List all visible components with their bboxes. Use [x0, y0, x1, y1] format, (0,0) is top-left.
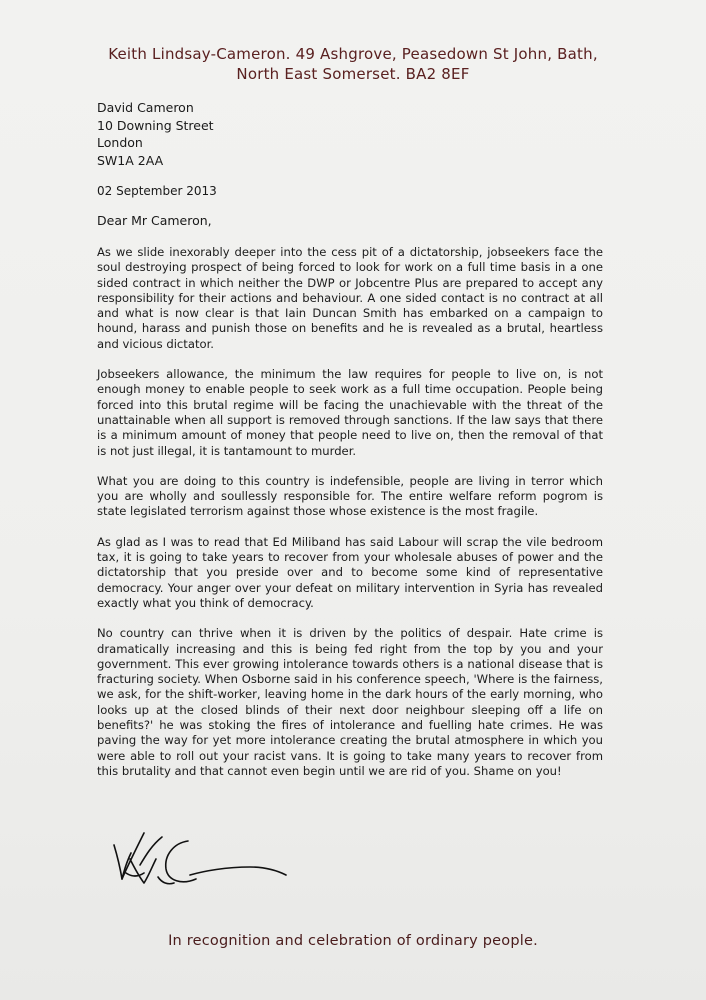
recipient-street: 10 Downing Street: [97, 117, 214, 133]
letter-body: [97, 245, 603, 794]
letter-date: 02 September 2013: [97, 184, 217, 198]
paragraph: No country can thrive when it is driven by the politics of despair. Hate crime is dramatically increasing and this is being fed right from the top by you and your government. This ever growing intolerance towards others is a national disease that is fracturing society. When Osborne said in his conference speech, 'Where is the fairness, we ask, for the shift-worker, leaving home in the dark hours of the early morning, who looks up at the closed blinds of their next door neighbour sleeping off a life on benefits?' he was stoking the fires of intolerance and fuelling hate crimes. He was paving the way for yet more intolerance creating the brutal atmosphere in which you were able to roll out your racist vans. It is going to take many years to recover from this brutality and that cannot even begin until we are rid of you. Shame on you!: [97, 626, 603, 778]
recipient-name: David Cameron: [97, 100, 194, 115]
sender-address-header: [0, 44, 706, 84]
sender-address-line-1: Keith Lindsay-Cameron. 49 Ashgrove, Peasedown St John, Bath,: [108, 45, 598, 63]
recipient-address: [97, 99, 214, 169]
salutation: Dear Mr Cameron,: [97, 213, 212, 228]
paragraph: What you are doing to this country is indefensible, people are living in terror which you are wholly and soullessly responsible for. The entire welfare reform pogrom is state legislated terrorism against those whose existence is the most fragile.: [97, 473, 603, 519]
paragraph: Jobseekers allowance, the minimum the law requires for people to live on, is not enough money to enable people to seek work as a full time occupation. People being forced into this brutal regime will be facing the unachievable with the threat of the unattainable when all support is removed through sanctions. If the law says that there is a minimum amount of money that people need to live on, then the removal of that is not just illegal, it is tantamount to murder.: [97, 367, 603, 458]
handwritten-signature-icon: [100, 815, 310, 895]
recipient-postcode: SW1A 2AA: [97, 152, 164, 168]
sender-address-line-2: North East Somerset. BA2 8EF: [236, 65, 470, 83]
footer-tagline: In recognition and celebration of ordinary people.: [168, 933, 538, 949]
recipient-city: London: [97, 135, 143, 150]
paragraph: As we slide inexorably deeper into the cess pit of a dictatorship, jobseekers face the soul destroying prospect of being forced to look for work on a full time basis in a one sided contract in which neither the DWP or Jobcentre Plus are prepared to accept any responsibility for their actions and behaviour. A one sided contact is no contract at all and what is now clear is that Iain Duncan Smith has embarked on a campaign to hound, harass and punish those on benefits and he is revealed as a brutal, heartless and vicious dictator.: [97, 245, 603, 351]
paragraph: As glad as I was to read that Ed Miliband has said Labour will scrap the vile bedroom tax, it is going to take years to recover from your wholesale abuses of power and the dictatorship that you preside over and to become some kind of representative democracy. Your anger over your defeat on military intervention in Syria has revealed exactly what you think of democracy.: [97, 534, 603, 610]
